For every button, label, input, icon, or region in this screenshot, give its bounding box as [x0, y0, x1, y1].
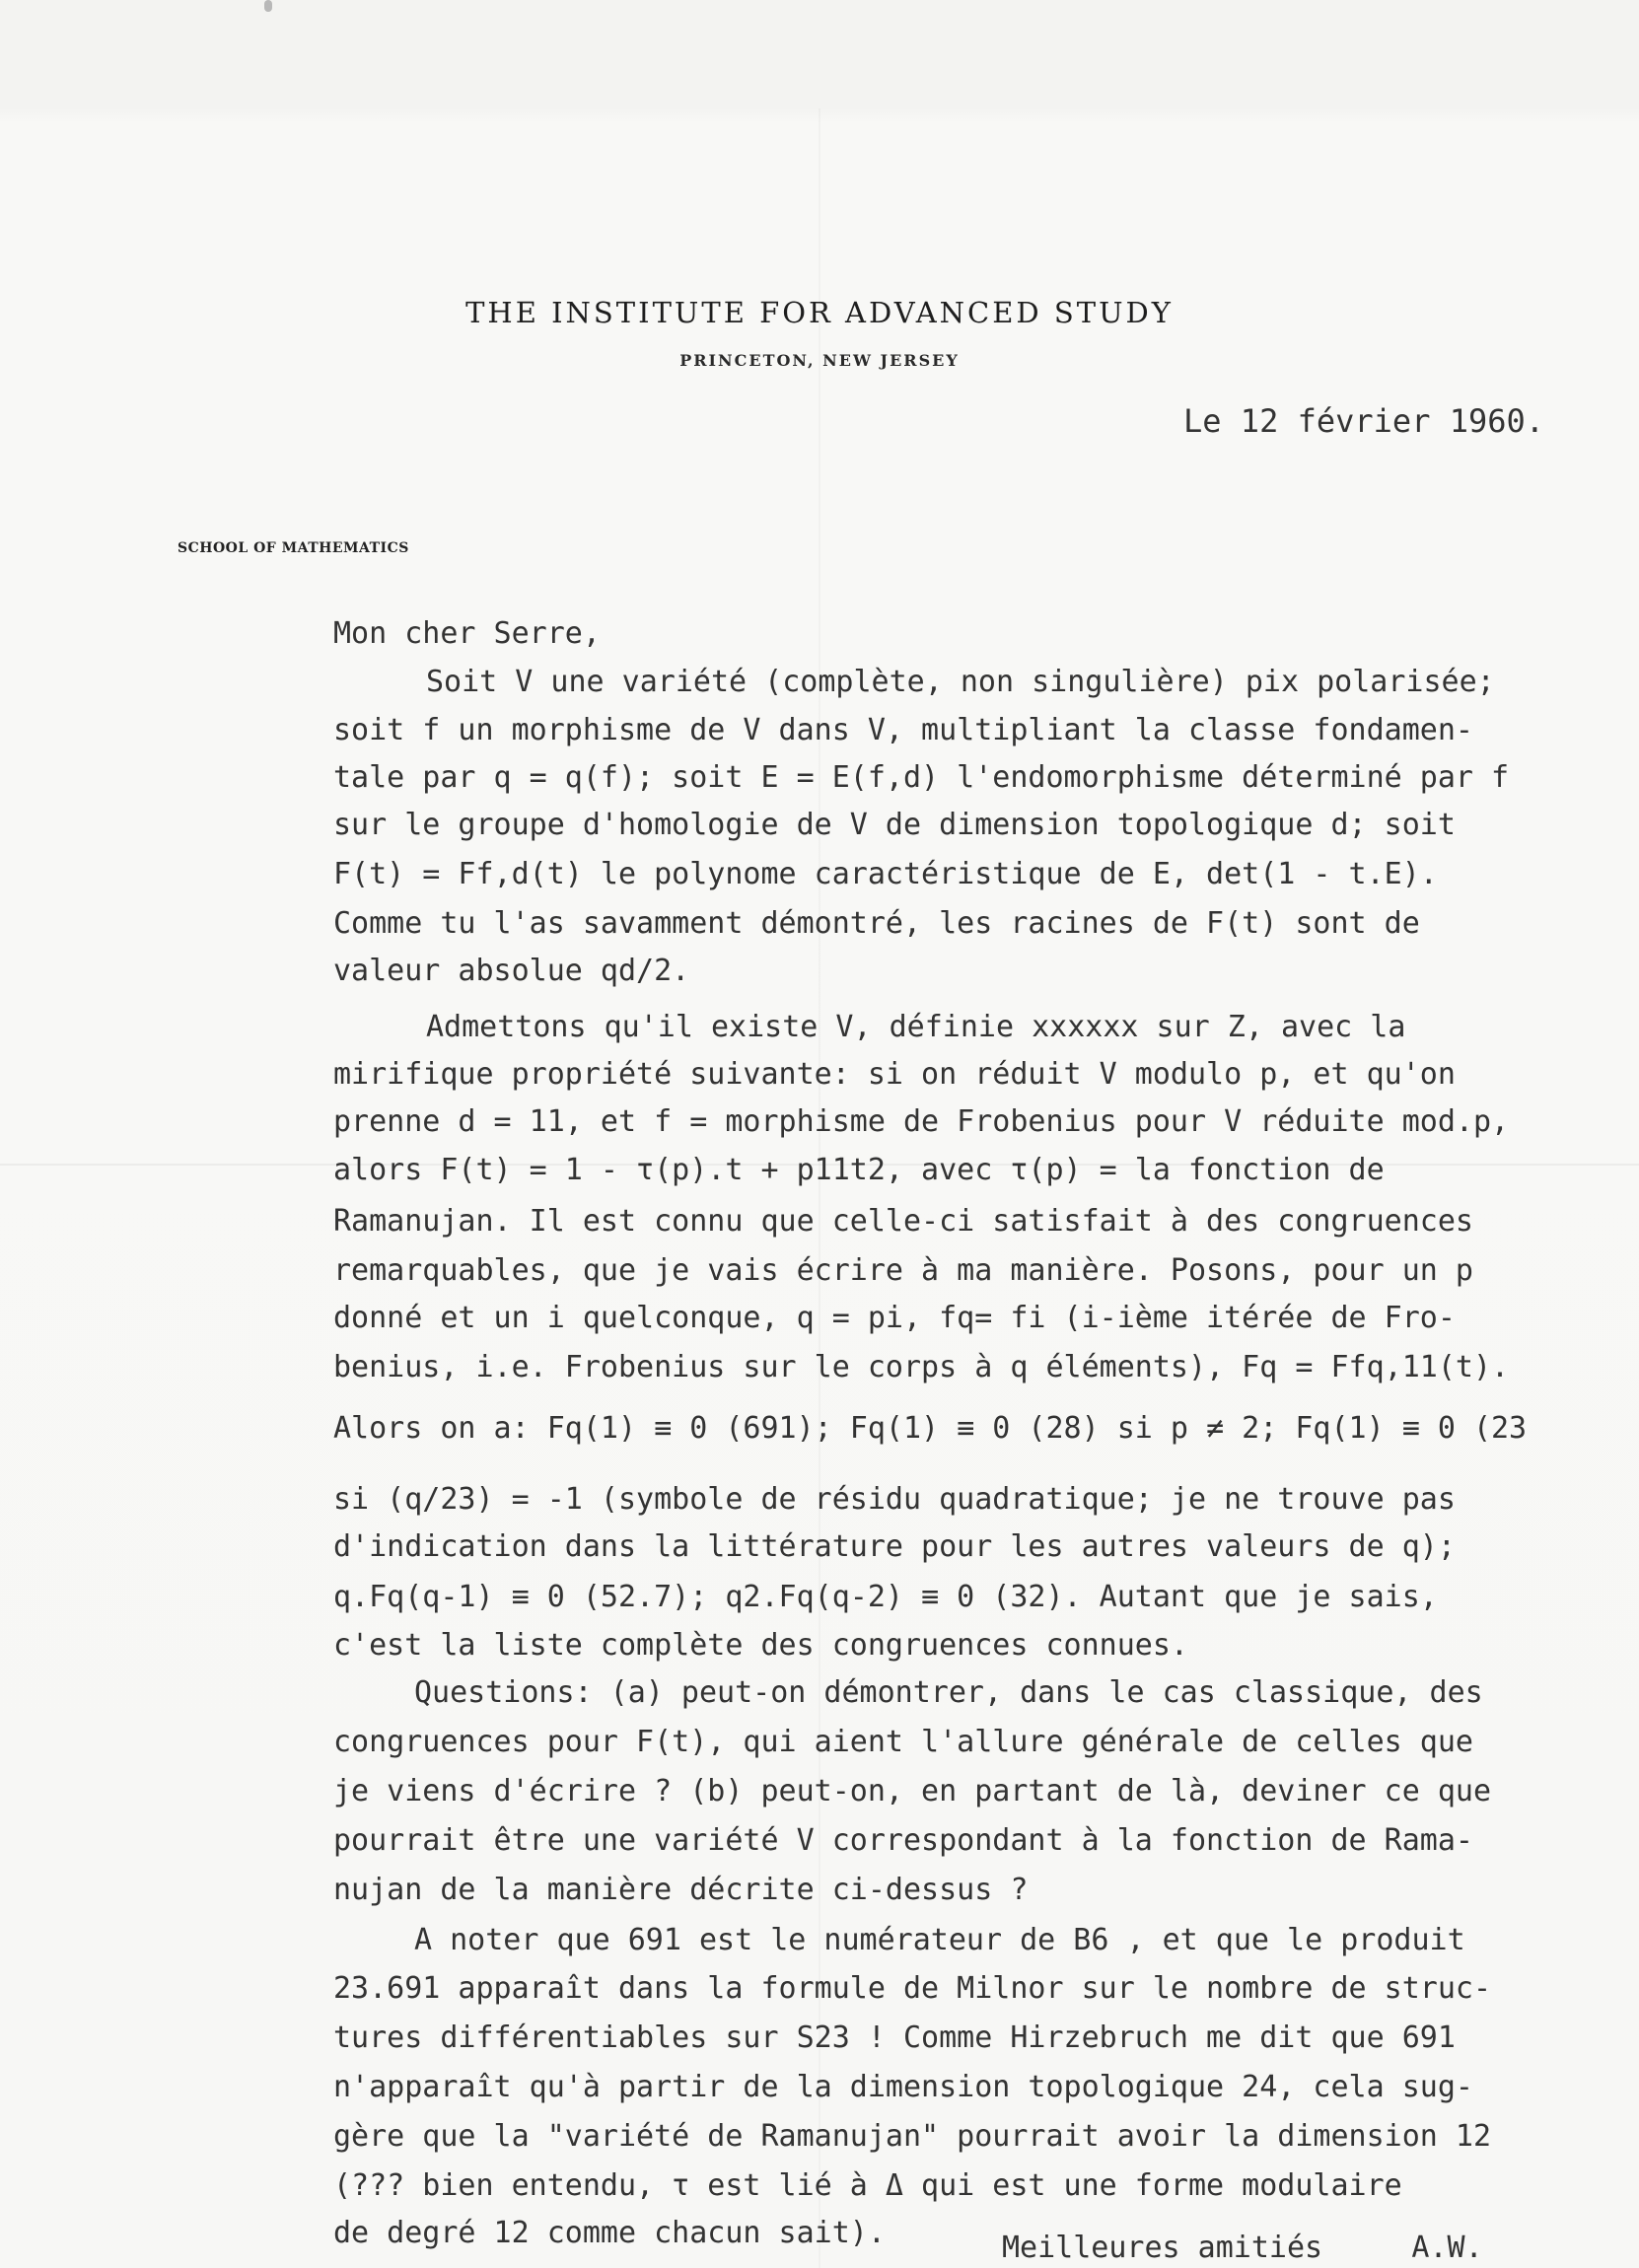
- closing-signature: Meilleures amitiés A.W.: [1002, 2231, 1483, 2265]
- body-line: Comme tu l'as savamment démontré, les racines de F(t) sont de: [333, 906, 1420, 941]
- body-line: remarquables, que je vais écrire à ma manière. Posons, pour un p: [333, 1253, 1473, 1288]
- body-line: valeur absolue qd/2.: [333, 954, 690, 988]
- body-line: si (q/23) = -1 (symbole de résidu quadratique; je ne trouve pas: [333, 1482, 1456, 1517]
- body-line: (??? bien entendu, τ est lié à Δ qui est une forme modulaire: [333, 2168, 1402, 2203]
- body-line: alors F(t) = 1 - τ(p).t + p11t2, avec τ(p) = la fonction de: [333, 1153, 1385, 1187]
- body-line: je viens d'écrire ? (b) peut-on, en partant de là, deviner ce que: [333, 1774, 1491, 1808]
- body-line: prenne d = 11, et f = morphisme de Frobenius pour V réduite mod.p,: [333, 1104, 1510, 1139]
- body-line: q.Fq(q-1) ≡ 0 (52.7); q2.Fq(q-2) ≡ 0 (32). Autant que je sais,: [333, 1580, 1438, 1614]
- body-line: benius, i.e. Frobenius sur le corps à q éléments), Fq = Ffq,11(t).: [333, 1350, 1510, 1384]
- body-line: congruences pour F(t), qui aient l'allure générale de celles que: [333, 1725, 1473, 1759]
- body-line: n'apparaît qu'à partir de la dimension topologique 24, cela sug-: [333, 2070, 1473, 2104]
- body-line: tale par q = q(f); soit E = E(f,d) l'endomorphisme déterminé par f: [333, 760, 1510, 795]
- body-line: 23.691 apparaît dans la formule de Milnor sur le nombre de struc-: [333, 1971, 1491, 2006]
- body-line: gère que la "variété de Ramanujan" pourrait avoir la dimension 12: [333, 2119, 1491, 2154]
- letterhead-location: PRINCETON, NEW JERSEY: [679, 351, 960, 370]
- body-line: Alors on a: Fq(1) ≡ 0 (691); Fq(1) ≡ 0 (28) si p ≠ 2; Fq(1) ≡ 0 (23: [333, 1411, 1528, 1446]
- body-line: Questions: (a) peut-on démontrer, dans le cas classique, des: [414, 1675, 1483, 1710]
- paper-mark: [264, 0, 272, 12]
- body-line: pourrait être une variété V correspondant à la fonction de Rama-: [333, 1823, 1473, 1858]
- body-line: A noter que 691 est le numérateur de B6 , et que le produit: [414, 1923, 1465, 1957]
- body-line: c'est la liste complète des congruences connues.: [333, 1628, 1188, 1663]
- letterhead-school: SCHOOL OF MATHEMATICS: [178, 540, 409, 556]
- body-line: mirifique propriété suivante: si on réduit V modulo p, et qu'on: [333, 1057, 1456, 1092]
- body-line: nujan de la manière décrite ci-dessus ?: [333, 1873, 1029, 1907]
- body-line: Admettons qu'il existe V, définie xxxxxx sur Z, avec la: [426, 1010, 1406, 1044]
- salutation: Mon cher Serre,: [333, 616, 601, 651]
- body-line: sur le groupe d'homologie de V de dimension topologique d; soit: [333, 808, 1456, 842]
- body-line: donné et un i quelconque, q = pi, fq= fi (i-ième itérée de Fro-: [333, 1301, 1456, 1335]
- body-line: Soit V une variété (complète, non singulière) pix polarisée;: [426, 665, 1495, 699]
- body-line: soit f un morphisme de V dans V, multipliant la classe fondamen-: [333, 713, 1473, 747]
- body-line: tures différentiables sur S23 ! Comme Hirzebruch me dit que 691: [333, 2020, 1456, 2055]
- body-line: de degré 12 comme chacun sait).: [333, 2216, 886, 2250]
- letter-date: Le 12 février 1960.: [1183, 402, 1545, 440]
- body-line: d'indication dans la littérature pour les autres valeurs de q);: [333, 1529, 1456, 1564]
- letterhead-institution: THE INSTITUTE FOR ADVANCED STUDY: [465, 296, 1174, 329]
- body-line: F(t) = Ff,d(t) le polynome caractéristique de E, det(1 - t.E).: [333, 857, 1438, 891]
- body-line: Ramanujan. Il est connu que celle-ci satisfait à des congruences: [333, 1204, 1473, 1239]
